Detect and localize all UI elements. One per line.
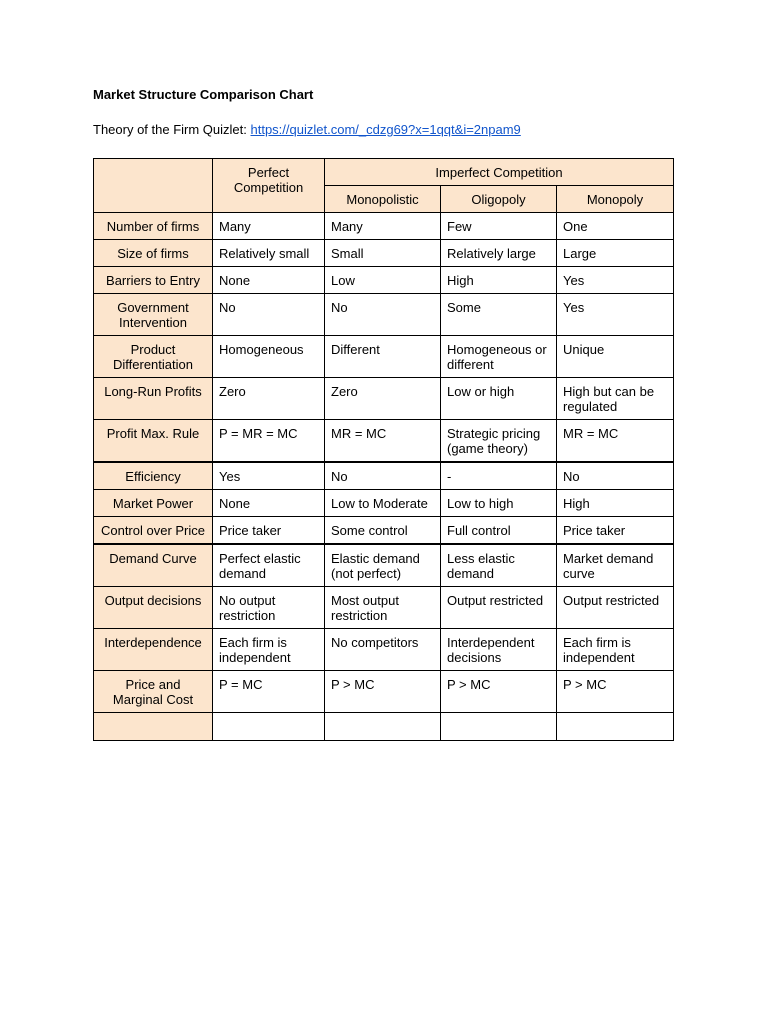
cell-monopolistic: Elastic demand (not perfect) bbox=[325, 544, 441, 587]
table-row bbox=[94, 517, 674, 545]
row-label: Government Intervention bbox=[94, 294, 213, 336]
cell-perfect: Many bbox=[213, 213, 325, 240]
cell-oligopoly: Strategic pricing (game theory) bbox=[441, 420, 557, 463]
empty-cell bbox=[557, 713, 674, 741]
subtitle-line bbox=[93, 122, 521, 138]
cell-oligopoly: Interdependent decisions bbox=[441, 629, 557, 671]
cell-monopolistic: MR = MC bbox=[325, 420, 441, 463]
cell-monopoly: No bbox=[557, 462, 674, 490]
cell-monopoly: One bbox=[557, 213, 674, 240]
table-row bbox=[94, 420, 674, 463]
cell-perfect: Perfect elastic demand bbox=[213, 544, 325, 587]
cell-monopoly: Market demand curve bbox=[557, 544, 674, 587]
empty-row-label bbox=[94, 713, 213, 741]
cell-monopolistic: Many bbox=[325, 213, 441, 240]
cell-monopolistic: Zero bbox=[325, 378, 441, 420]
cell-oligopoly: Some bbox=[441, 294, 557, 336]
cell-perfect: Each firm is independent bbox=[213, 629, 325, 671]
row-label: Profit Max. Rule bbox=[94, 420, 213, 463]
table-row bbox=[94, 294, 674, 336]
cell-monopoly: High but can be regulated bbox=[557, 378, 674, 420]
table-row bbox=[94, 629, 674, 671]
cell-monopolistic: Different bbox=[325, 336, 441, 378]
header-imperfect-competition: Imperfect Competition bbox=[325, 159, 674, 186]
row-label: Efficiency bbox=[94, 462, 213, 490]
table-row bbox=[94, 240, 674, 267]
row-label: Barriers to Entry bbox=[94, 267, 213, 294]
cell-monopolistic: No bbox=[325, 294, 441, 336]
row-label: Demand Curve bbox=[94, 544, 213, 587]
cell-oligopoly: Homogeneous or different bbox=[441, 336, 557, 378]
row-label: Long-Run Profits bbox=[94, 378, 213, 420]
page-title: Market Structure Comparison Chart bbox=[93, 87, 314, 102]
cell-oligopoly: Low or high bbox=[441, 378, 557, 420]
cell-perfect: Price taker bbox=[213, 517, 325, 545]
cell-monopoly: Yes bbox=[557, 267, 674, 294]
empty-cell bbox=[441, 713, 557, 741]
header-row-top bbox=[94, 159, 674, 186]
header-monopolistic: Monopolistic bbox=[325, 186, 441, 213]
cell-monopoly: Large bbox=[557, 240, 674, 267]
cell-oligopoly: Few bbox=[441, 213, 557, 240]
table-row bbox=[94, 671, 674, 713]
header-corner-cell bbox=[94, 159, 213, 213]
cell-monopolistic: No bbox=[325, 462, 441, 490]
cell-perfect: None bbox=[213, 267, 325, 294]
subtitle-prefix: Theory of the Firm Quizlet: bbox=[93, 122, 251, 137]
cell-oligopoly: - bbox=[441, 462, 557, 490]
row-label: Product Differentiation bbox=[94, 336, 213, 378]
cell-monopoly: Yes bbox=[557, 294, 674, 336]
cell-monopolistic: Low bbox=[325, 267, 441, 294]
cell-monopoly: High bbox=[557, 490, 674, 517]
table-row bbox=[94, 587, 674, 629]
cell-perfect: None bbox=[213, 490, 325, 517]
cell-perfect: No bbox=[213, 294, 325, 336]
row-label: Interdependence bbox=[94, 629, 213, 671]
cell-monopolistic: No competitors bbox=[325, 629, 441, 671]
table-row bbox=[94, 462, 674, 490]
cell-oligopoly: High bbox=[441, 267, 557, 294]
cell-perfect: Homogeneous bbox=[213, 336, 325, 378]
cell-monopoly: Each firm is independent bbox=[557, 629, 674, 671]
cell-oligopoly: Less elastic demand bbox=[441, 544, 557, 587]
cell-monopolistic: Low to Moderate bbox=[325, 490, 441, 517]
table-row bbox=[94, 336, 674, 378]
cell-oligopoly: P > MC bbox=[441, 671, 557, 713]
row-label: Number of firms bbox=[94, 213, 213, 240]
cell-monopolistic: P > MC bbox=[325, 671, 441, 713]
cell-perfect: No output restriction bbox=[213, 587, 325, 629]
empty-cell bbox=[325, 713, 441, 741]
cell-perfect: P = MC bbox=[213, 671, 325, 713]
table-row bbox=[94, 267, 674, 294]
cell-monopolistic: Most output restriction bbox=[325, 587, 441, 629]
cell-monopolistic: Small bbox=[325, 240, 441, 267]
cell-monopoly: MR = MC bbox=[557, 420, 674, 463]
row-label: Output decisions bbox=[94, 587, 213, 629]
table-row bbox=[94, 544, 674, 587]
table-row bbox=[94, 378, 674, 420]
cell-perfect: Relatively small bbox=[213, 240, 325, 267]
header-oligopoly: Oligopoly bbox=[441, 186, 557, 213]
row-label: Price and Marginal Cost bbox=[94, 671, 213, 713]
empty-row bbox=[94, 713, 674, 741]
row-label: Market Power bbox=[94, 490, 213, 517]
header-perfect-competition: Perfect Competition bbox=[213, 159, 325, 213]
row-label: Size of firms bbox=[94, 240, 213, 267]
market-structure-table bbox=[93, 158, 674, 741]
cell-monopolistic: Some control bbox=[325, 517, 441, 545]
cell-oligopoly: Full control bbox=[441, 517, 557, 545]
table-row bbox=[94, 213, 674, 240]
header-monopoly: Monopoly bbox=[557, 186, 674, 213]
cell-monopoly: Unique bbox=[557, 336, 674, 378]
cell-oligopoly: Low to high bbox=[441, 490, 557, 517]
cell-perfect: Yes bbox=[213, 462, 325, 490]
cell-perfect: P = MR = MC bbox=[213, 420, 325, 463]
row-label: Control over Price bbox=[94, 517, 213, 545]
cell-monopoly: P > MC bbox=[557, 671, 674, 713]
cell-oligopoly: Output restricted bbox=[441, 587, 557, 629]
empty-cell bbox=[213, 713, 325, 741]
cell-monopoly: Price taker bbox=[557, 517, 674, 545]
cell-oligopoly: Relatively large bbox=[441, 240, 557, 267]
cell-perfect: Zero bbox=[213, 378, 325, 420]
cell-monopoly: Output restricted bbox=[557, 587, 674, 629]
table-row bbox=[94, 490, 674, 517]
quizlet-link[interactable]: https://quizlet.com/_cdzg69?x=1qqt&i=2npam9 bbox=[250, 122, 521, 137]
